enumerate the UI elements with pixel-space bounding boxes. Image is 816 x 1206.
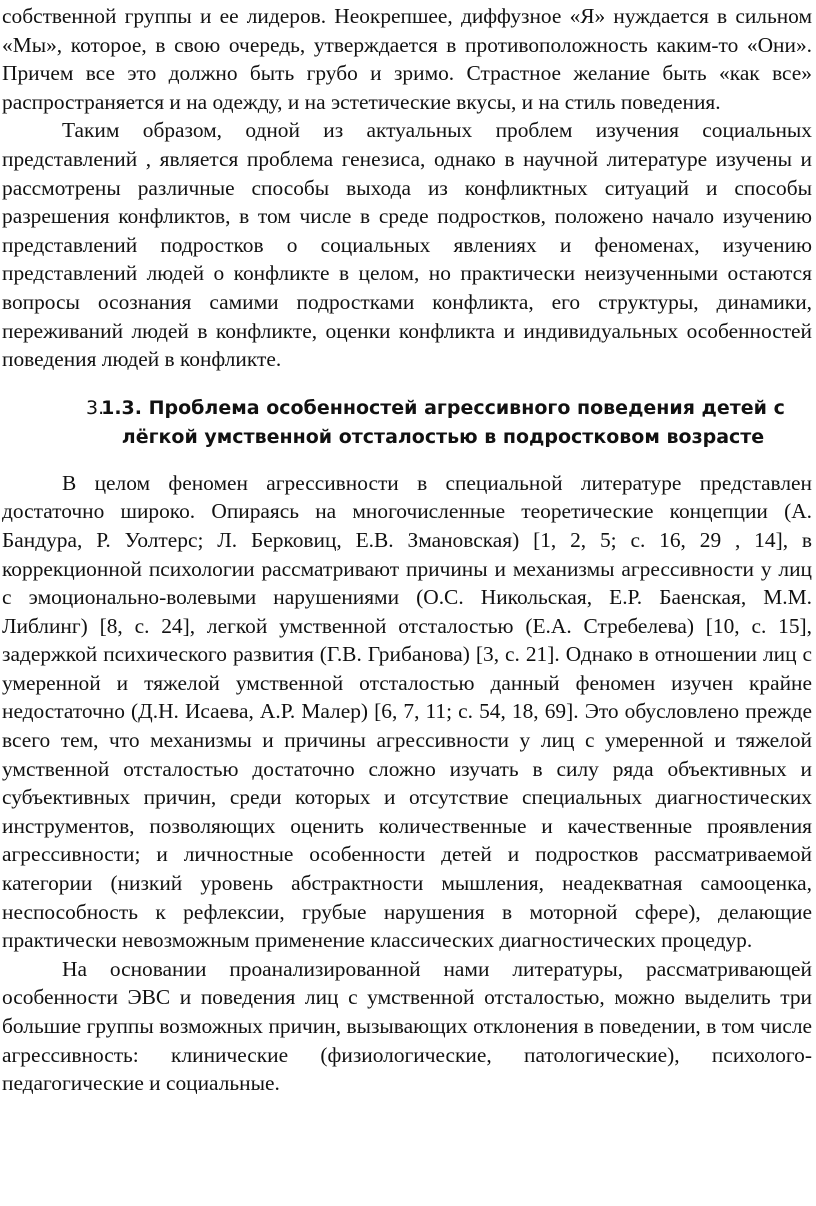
paragraph-social-representations: Таким образом, одной из актуальных проблем изучения социальных представлений , является проблема генезиса, однако в научной литературе изучены и рассмотрены различные способы выхода из конфликтных ситуаций и способы разрешения конфликтов, в том числе в среде подростков, положено начало изучению представлений подростков о социальных явлениях и феноменах, изучению представлений людей о конфликте в целом, но практически неизученными остаются вопросы осознания самими подростками конфликта, его структуры, динамики, переживаний людей в конфликте, оценки конфликта и индивидуальных особенностей поведения людей в конфликте. — [2, 118, 812, 372]
paragraph-causes-groups: На основании проанализированной нами литературы, рассматривающей особенности ЭВС и поведения лиц с умственной отсталостью, можно выделить три большие группы возможных причин, вызывающих отклонения в поведении, в том числе агрессивность: клинические (физиологические, патологические), психолого-педагогические и социальные. — [2, 956, 812, 1096]
section-title: 1.3. Проблема особенностей агрессивного поведения детей с лёгкой умственной отсталостью в подростковом возрасте — [101, 396, 785, 448]
paragraph-continuation: собственной группы и ее лидеров. Неокрепшее, диффузное «Я» нуждается в сильном «Мы», которое, в свою очередь, утверждается в противоположность каким-то «Они». Причем все это должно быть грубо и зримо. Страстное желание быть «как все» распространяется и на одежду, и на эстетические вкусы, и на стиль поведения. — [2, 4, 812, 114]
section-number: 3. — [86, 396, 105, 419]
paragraph-aggression-phenomenon: В целом феномен агрессивности в специальной литературе представлен достаточно широко. Опираясь на многочисленные теоретические концепции (А. Бандура, Р. Уолтерс; Л. Берковиц, Е.В. Змановская) [1, 2, 5; с. 16, 29 , 14], в коррекционной психологии рассматривают причины и механизмы агрессивности у лиц с эмоционально-волевыми нарушениями (О.С. Никольская, Е.Р. Баенская, М.М. Либлинг) [8, с. 24], легкой умственной отсталостью (Е.А. Стребелева) [10, с. 15], задержкой психического развития (Г.В. Грибанова) [3, с. 21]. Однако в отношении лиц с умеренной и тяжелой умственной отсталостью данный феномен изучен крайне недостаточно (Д.Н. Исаева, А.Р. Малер) [6, 7, 11; с. 54, 18, 69]. Это обусловлено прежде всего тем, что механизмы и причины агрессивности у лиц с умеренной и тяжелой умственной отсталостью достаточно сложно изучать в силу ряда объективных и субъективных причин, среди которых и отсутствие специальных диагностических инструментов, позволяющих оценить количественные и качественные проявления агрессивности; и личностные особенности детей и подростков рассматриваемой категории (низкий уровень абстрактности мышления, неадекватная самооценка, неспособность к рефлексии, грубые нарушения в моторной сфере), делающие практически невозможным применение классических диагностических процедур. — [2, 470, 812, 953]
section-heading — [2, 394, 812, 452]
